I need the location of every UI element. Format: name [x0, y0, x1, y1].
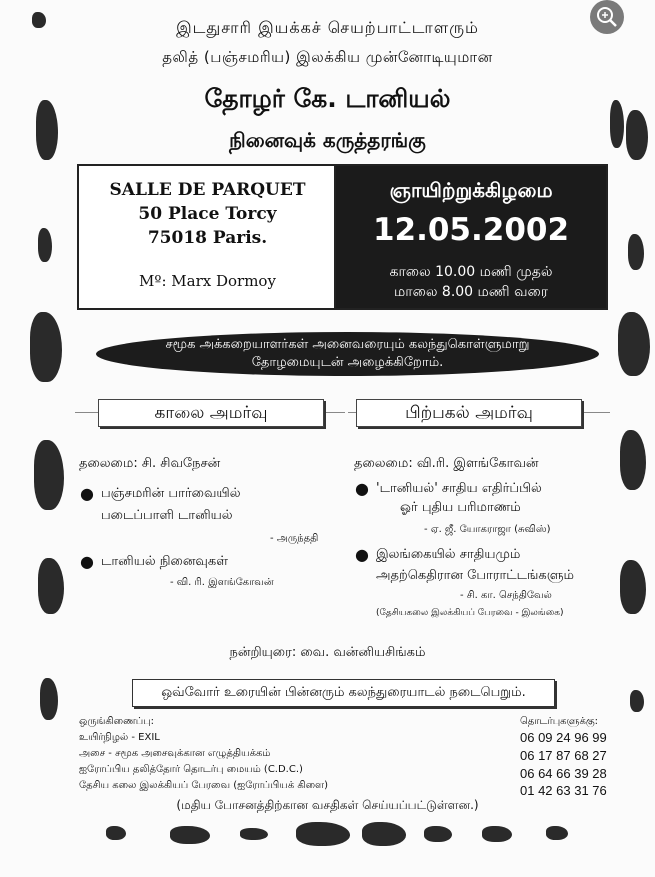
bullet-icon: ● [80, 552, 94, 571]
venue-name: SALLE DE PARQUET [109, 180, 306, 200]
afternoon-chair: தலைமை: வி.ரி. இளங்கோவன் [354, 456, 539, 471]
morning-talk-2-line-1: டானியல் நினைவுகள் [101, 554, 228, 569]
phone-number: 01 42 63 31 76 [520, 783, 607, 798]
morning-talk-1-line-1: பஞ்சமரின் பார்வையில் [101, 486, 241, 501]
organizers-label: ஒருங்கிணைப்பு: [79, 716, 155, 727]
afternoon-talk-2-line-1: இலங்கையில் சாதியமும் [376, 547, 521, 562]
venue-box [77, 164, 338, 310]
venue-street: 50 Place Torcy [138, 204, 277, 224]
time-from: காலை 10.00 மணி முதல் [389, 264, 553, 280]
bullet-icon: ● [355, 479, 369, 498]
afternoon-talk-2-speaker: - சி. கா. செந்திவேல் [460, 590, 552, 601]
morning-session-title: காலை அமர்வு [98, 399, 324, 427]
event-date: 12.05.2002 [372, 212, 570, 248]
organizer-item: ஐரோப்பிய தலித்தோர் தொடர்பு மையம் (C.D.C.) [79, 764, 303, 775]
morning-chair: தலைமை: சி. சிவநேசன் [79, 456, 221, 471]
afternoon-talk-1-speaker: - ஏ. ஜீ. யோகராஜா (சுவிஸ்) [424, 524, 551, 535]
afternoon-talk-2-note: (தேசியகலை இலக்கியப் பேரவை - இலங்கை) [376, 608, 564, 618]
venue-metro: Mº: Marx Dormoy [139, 272, 276, 290]
phone-number: 06 09 24 96 99 [520, 730, 607, 745]
event-title: நினைவுக் கருத்தரங்கு [229, 128, 426, 152]
morning-talk-1-line-2: படைப்பாளி டானியல் [101, 508, 233, 523]
organizer-item: தேசிய கலை இலக்கியப் பேரவை (ஐரோப்பியக் கிளை) [79, 780, 328, 791]
afternoon-talk-2-line-2: அதற்கெதிரான போராட்டங்களும் [376, 568, 574, 583]
organizer-item: உயிர்நிழல் - EXIL [79, 732, 160, 743]
contact-label: தொடர்புகளுக்கு: [520, 716, 599, 727]
phone-number: 06 64 66 39 28 [520, 766, 607, 781]
invitation-line-2: தோழமையுடன் அழைக்கிறோம். [251, 355, 444, 370]
time-to: மாலை 8.00 மணி வரை [394, 284, 548, 300]
venue-city: 75018 Paris. [147, 228, 268, 248]
morning-talk-1-speaker: - அருந்ததி [270, 533, 319, 544]
discussion-notice: ஒவ்வோர் உரையின் பின்னரும் கலந்துரையாடல் நடைபெறும். [132, 679, 555, 707]
organizer-item: அசை - சமூக அசைவுக்கான எழுத்தியக்கம் [79, 748, 271, 759]
header-line-2: தலித் (பஞ்சமரிய) இலக்கிய முன்னோடியுமான [162, 48, 493, 66]
meal-note: (மதிய போசனத்திற்கான வசதிகள் செய்யப்பட்டுள்ளன.) [176, 798, 479, 812]
afternoon-session-title: பிற்பகல் அமர்வு [356, 399, 582, 427]
afternoon-talk-1-line-1: 'டானியல்' சாதிய எதிர்ப்பில் [376, 481, 542, 496]
bullet-icon: ● [355, 545, 369, 564]
invitation-line-1: சமூக அக்கறையாளர்கள் அனைவரையும் கலந்துகொள்ளுமாறு [165, 337, 530, 352]
bullet-icon: ● [80, 484, 94, 503]
event-day: ஞாயிற்றுக்கிழமை [389, 178, 553, 202]
vote-of-thanks: நன்றியுரை: வை. வன்னியசிங்கம் [229, 645, 426, 660]
date-box [334, 164, 608, 310]
phone-number: 06 17 87 68 27 [520, 748, 607, 763]
invitation-banner [96, 332, 599, 376]
header-line-1: இடதுசாரி இயக்கச் செயற்பாட்டாளரும் [176, 18, 479, 37]
afternoon-talk-1-line-2: ஓர் புதிய பரிமாணம் [400, 500, 521, 515]
honoree-name: தோழர் கே. டானியல் [204, 84, 451, 113]
morning-talk-2-speaker: - வி. ரி. இளங்கோவன் [170, 577, 274, 588]
